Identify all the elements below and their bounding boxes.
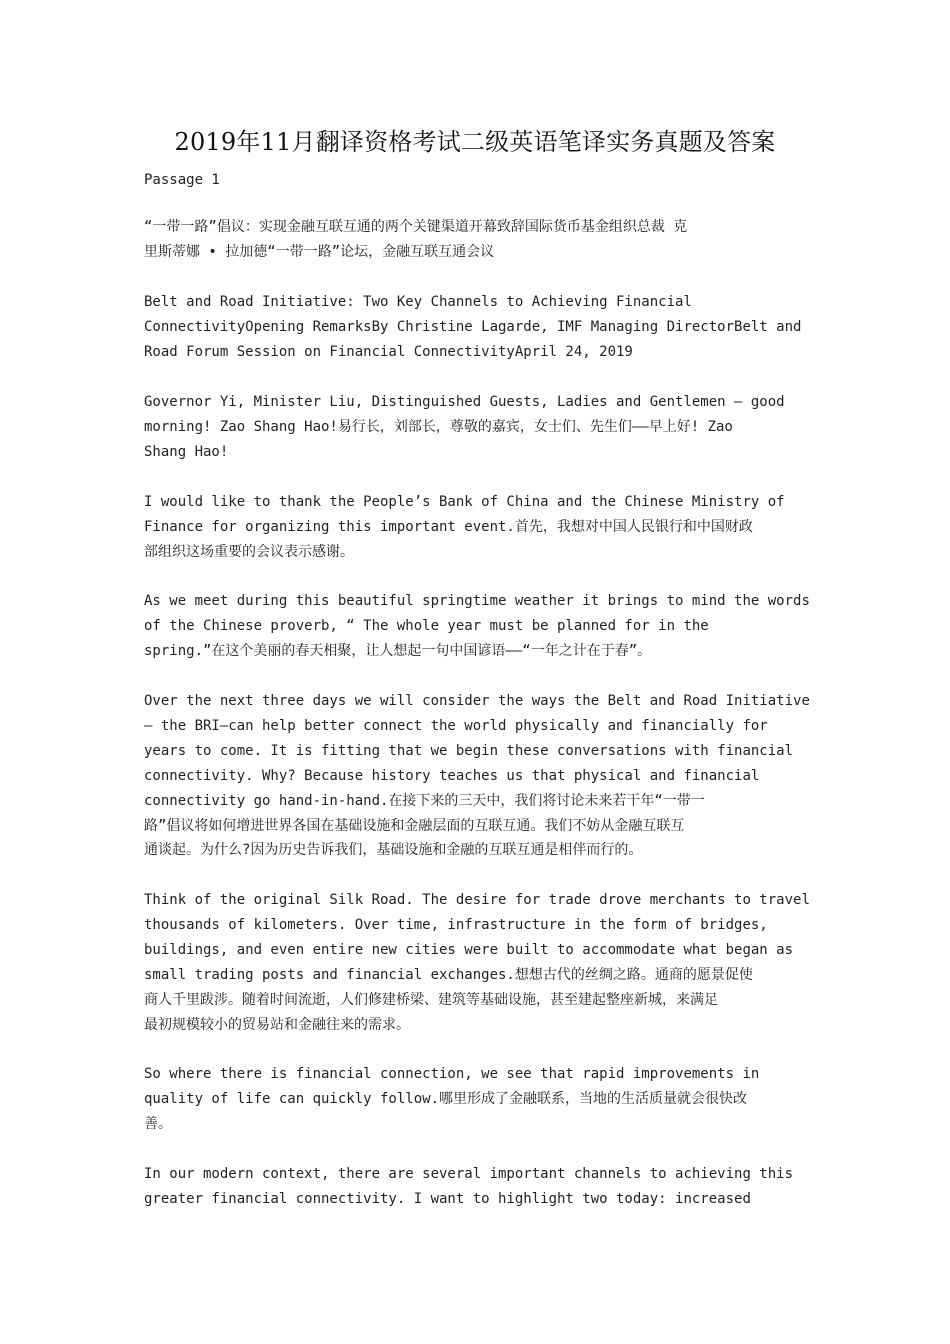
paragraph-line: 里斯蒂娜 • 拉加德“一带一路”论坛，金融互联互通会议 xyxy=(144,243,495,260)
paragraph-line: Finance for organizing this important event.首先，我想对中国人民银行和中国财政 xyxy=(144,518,753,535)
paragraph-line: 善。 xyxy=(144,1115,172,1132)
paragraph-heading-en xyxy=(144,290,808,365)
paragraph-line: of the Chinese proverb, “ The whole year must be planned for in the xyxy=(144,617,709,634)
paragraph-line: years to come. It is fitting that we begin these conversations with financial xyxy=(144,742,794,759)
paragraph-financial-connection xyxy=(144,1062,808,1137)
paragraph-thanks xyxy=(144,490,808,565)
paragraph-connectivity xyxy=(144,689,808,863)
paragraph-modern-context xyxy=(144,1162,808,1212)
paragraph-line: So where there is financial connection, we see that rapid improvements in xyxy=(144,1066,760,1082)
paragraph-heading-cn xyxy=(144,215,808,265)
paragraph-line: Over the next three days we will consider the ways the Belt and Road Initiative xyxy=(144,693,810,709)
paragraph-line: Governor Yi, Minister Liu, Distinguished Guests, Ladies and Gentlemen — good xyxy=(144,394,785,410)
paragraph-line: buildings, and even entire new cities were built to accommodate what began as xyxy=(144,941,794,958)
paragraph-line: connectivity. Why? Because history teaches us that physical and financial xyxy=(144,767,760,784)
paragraph-line: — the BRI—can help better connect the world physically and financially for xyxy=(144,717,768,734)
page-title: 2019年11月翻译资格考试二级英语笔译实务真题及答案 xyxy=(174,128,776,156)
paragraph-line: greater financial connectivity. I want to highlight two today: increased xyxy=(144,1190,751,1207)
paragraph-line: Shang Hao! xyxy=(144,443,229,460)
paragraph-line: I would like to thank the People’s Bank of China and the Chinese Ministry of xyxy=(144,494,785,510)
paragraph-line: quality of life can quickly follow.哪里形成了金融联系，当地的生活质量就会很快改 xyxy=(144,1090,748,1107)
paragraph-line: morning! Zao Shang Hao!易行长，刘部长，尊敬的嘉宾，女士们、先生们——早上好! Zao xyxy=(144,418,733,435)
paragraph-silk-road xyxy=(144,888,808,1037)
paragraph-line: 路”倡议将如何增进世界各国在基础设施和金融层面的互联互通。我们不妨从金融互联互 xyxy=(144,817,685,834)
paragraph-line: 部组织这场重要的会议表示感谢。 xyxy=(144,543,354,560)
paragraph-line: small trading posts and financial exchanges.想想古代的丝绸之路。通商的愿景促使 xyxy=(144,966,753,983)
paragraph-line: Belt and Road Initiative: Two Key Channels to Achieving Financial xyxy=(144,294,692,310)
paragraph-line: As we meet during this beautiful springtime weather it brings to mind the words xyxy=(144,593,810,609)
paragraph-line: 最初规模较小的贸易站和金融往来的需求。 xyxy=(144,1016,410,1033)
paragraph-line: ConnectivityOpening RemarksBy Christine Lagarde, IMF Managing DirectorBelt and xyxy=(144,318,802,335)
paragraph-line: In our modern context, there are several important channels to achieving this xyxy=(144,1166,794,1182)
paragraph-line: 通谈起。为什么?因为历史告诉我们，基础设施和金融的互联互通是相伴而行的。 xyxy=(144,842,643,859)
paragraph-line: connectivity go hand-in-hand.在接下来的三天中，我们将讨论未来若干年“一带一 xyxy=(144,792,705,809)
paragraph-proverb xyxy=(144,589,808,664)
paragraph-greeting xyxy=(144,390,808,465)
paragraph-line: Road Forum Session on Financial ConnectivityApril 24, 2019 xyxy=(144,343,633,360)
paragraph-line: 商人千里跋涉。随着时间流逝，人们修建桥梁、建筑等基础设施，甚至建起整座新城，来满足 xyxy=(144,991,718,1008)
paragraph-line: spring.”在这个美丽的春天相聚，让人想起一句中国谚语——“一年之计在于春”。 xyxy=(144,642,652,659)
paragraph-line: “一带一路”倡议：实现金融互联互通的两个关键渠道开幕致辞国际货币基金组织总裁 克 xyxy=(144,219,688,235)
passage-label: Passage 1 xyxy=(144,172,220,188)
paragraph-line: thousands of kilometers. Over time, infrastructure in the form of bridges, xyxy=(144,916,768,933)
paragraph-line: Think of the original Silk Road. The desire for trade drove merchants to travel xyxy=(144,892,810,908)
